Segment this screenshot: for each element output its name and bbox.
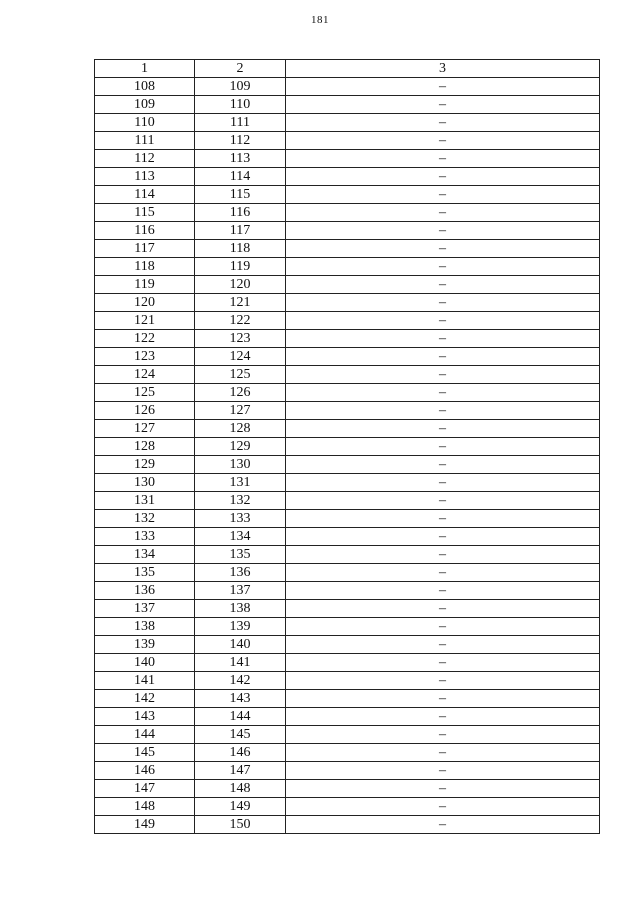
table-row (95, 294, 600, 312)
table-cell-col-2: 140 (195, 636, 286, 654)
table-cell-col-1: 131 (95, 492, 195, 510)
table-cell-col-3: – (286, 654, 600, 672)
table-cell-col-1: 142 (95, 690, 195, 708)
table-cell-col-1: 141 (95, 672, 195, 690)
table-cell-col-1: 137 (95, 600, 195, 618)
table-cell-col-3: – (286, 384, 600, 402)
table-cell-col-3: – (286, 762, 600, 780)
table-cell-col-1: 145 (95, 744, 195, 762)
table-cell-col-1: 135 (95, 564, 195, 582)
table-cell-col-3: – (286, 330, 600, 348)
table-row (95, 132, 600, 150)
table-cell-col-1: 115 (95, 204, 195, 222)
table-cell-col-2: 136 (195, 564, 286, 582)
table-row (95, 96, 600, 114)
table-row (95, 492, 600, 510)
table-row (95, 348, 600, 366)
table-cell-col-2: 143 (195, 690, 286, 708)
table-cell-col-3: – (286, 636, 600, 654)
table-cell-col-1: 144 (95, 726, 195, 744)
table-body (95, 78, 600, 834)
table-cell-col-2: 121 (195, 294, 286, 312)
table-cell-col-3: – (286, 744, 600, 762)
table-row (95, 258, 600, 276)
table-row (95, 654, 600, 672)
table-cell-col-2: 118 (195, 240, 286, 258)
table-row (95, 276, 600, 294)
table-row (95, 384, 600, 402)
table-cell-col-2: 114 (195, 168, 286, 186)
table-cell-col-2: 132 (195, 492, 286, 510)
table-row (95, 312, 600, 330)
column-header-3: 3 (286, 60, 600, 78)
table-cell-col-2: 127 (195, 402, 286, 420)
table-cell-col-1: 149 (95, 816, 195, 834)
table-cell-col-3: – (286, 78, 600, 96)
table-cell-col-3: – (286, 402, 600, 420)
table-row (95, 402, 600, 420)
table-row (95, 420, 600, 438)
table-row (95, 474, 600, 492)
table-row (95, 546, 600, 564)
table-cell-col-3: – (286, 726, 600, 744)
table-cell-col-2: 137 (195, 582, 286, 600)
table-cell-col-3: – (286, 456, 600, 474)
table-cell-col-1: 130 (95, 474, 195, 492)
table-row (95, 762, 600, 780)
table-cell-col-1: 148 (95, 798, 195, 816)
table-cell-col-2: 150 (195, 816, 286, 834)
table-cell-col-3: – (286, 546, 600, 564)
table-cell-col-1: 136 (95, 582, 195, 600)
table-cell-col-2: 149 (195, 798, 286, 816)
table-cell-col-2: 128 (195, 420, 286, 438)
table-row (95, 564, 600, 582)
table-cell-col-2: 146 (195, 744, 286, 762)
table-row (95, 186, 600, 204)
table-cell-col-1: 147 (95, 780, 195, 798)
table-cell-col-3: – (286, 366, 600, 384)
table-cell-col-3: – (286, 222, 600, 240)
table-cell-col-3: – (286, 438, 600, 456)
table-cell-col-2: 120 (195, 276, 286, 294)
table-cell-col-1: 117 (95, 240, 195, 258)
table-cell-col-3: – (286, 276, 600, 294)
column-header-1: 1 (95, 60, 195, 78)
table-header (95, 60, 600, 78)
table-row (95, 222, 600, 240)
table-cell-col-3: – (286, 312, 600, 330)
table-cell-col-3: – (286, 186, 600, 204)
table-cell-col-1: 122 (95, 330, 195, 348)
table-cell-col-2: 110 (195, 96, 286, 114)
table-cell-col-3: – (286, 618, 600, 636)
table-cell-col-3: – (286, 96, 600, 114)
table-cell-col-2: 134 (195, 528, 286, 546)
table-row (95, 330, 600, 348)
table-cell-col-3: – (286, 582, 600, 600)
table-cell-col-1: 146 (95, 762, 195, 780)
table-row (95, 438, 600, 456)
header-row (95, 60, 600, 78)
table-cell-col-1: 133 (95, 528, 195, 546)
table-cell-col-3: – (286, 690, 600, 708)
table-cell-col-1: 108 (95, 78, 195, 96)
data-table (94, 59, 600, 834)
table-row (95, 798, 600, 816)
table-row (95, 510, 600, 528)
table-cell-col-2: 122 (195, 312, 286, 330)
table-row (95, 708, 600, 726)
table-cell-col-3: – (286, 168, 600, 186)
table-cell-col-1: 111 (95, 132, 195, 150)
table-cell-col-3: – (286, 492, 600, 510)
table-cell-col-3: – (286, 240, 600, 258)
table-cell-col-3: – (286, 294, 600, 312)
table-cell-col-2: 115 (195, 186, 286, 204)
table-cell-col-2: 131 (195, 474, 286, 492)
table-row (95, 618, 600, 636)
table-cell-col-1: 110 (95, 114, 195, 132)
table-row (95, 582, 600, 600)
table-cell-col-1: 124 (95, 366, 195, 384)
table-row (95, 780, 600, 798)
table-cell-col-2: 129 (195, 438, 286, 456)
table-cell-col-3: – (286, 528, 600, 546)
table-cell-col-2: 117 (195, 222, 286, 240)
table-cell-col-3: – (286, 708, 600, 726)
table-cell-col-3: – (286, 150, 600, 168)
table-row (95, 600, 600, 618)
table-cell-col-1: 129 (95, 456, 195, 474)
table-cell-col-2: 138 (195, 600, 286, 618)
column-header-2: 2 (195, 60, 286, 78)
table-cell-col-3: – (286, 132, 600, 150)
table-cell-col-2: 145 (195, 726, 286, 744)
table-row (95, 636, 600, 654)
table-cell-col-3: – (286, 114, 600, 132)
table-row (95, 204, 600, 222)
table-row (95, 240, 600, 258)
table-cell-col-2: 113 (195, 150, 286, 168)
table-cell-col-3: – (286, 474, 600, 492)
table-cell-col-1: 127 (95, 420, 195, 438)
table-cell-col-1: 128 (95, 438, 195, 456)
table-cell-col-1: 126 (95, 402, 195, 420)
table-cell-col-3: – (286, 798, 600, 816)
table-row (95, 78, 600, 96)
table-cell-col-2: 112 (195, 132, 286, 150)
table-cell-col-1: 113 (95, 168, 195, 186)
table-cell-col-3: – (286, 672, 600, 690)
table-cell-col-1: 123 (95, 348, 195, 366)
table-row (95, 726, 600, 744)
table-cell-col-2: 133 (195, 510, 286, 528)
table-cell-col-2: 141 (195, 654, 286, 672)
table-cell-col-2: 142 (195, 672, 286, 690)
table-cell-col-1: 121 (95, 312, 195, 330)
table-cell-col-2: 126 (195, 384, 286, 402)
table-row (95, 114, 600, 132)
table-cell-col-2: 139 (195, 618, 286, 636)
table-cell-col-1: 125 (95, 384, 195, 402)
table-cell-col-1: 118 (95, 258, 195, 276)
table-cell-col-3: – (286, 816, 600, 834)
table-cell-col-1: 139 (95, 636, 195, 654)
table-cell-col-3: – (286, 510, 600, 528)
table-cell-col-2: 124 (195, 348, 286, 366)
table-cell-col-2: 123 (195, 330, 286, 348)
table-cell-col-1: 114 (95, 186, 195, 204)
table-cell-col-1: 119 (95, 276, 195, 294)
table-cell-col-3: – (286, 780, 600, 798)
table-cell-col-2: 116 (195, 204, 286, 222)
table-cell-col-1: 143 (95, 708, 195, 726)
table-cell-col-3: – (286, 564, 600, 582)
table-row (95, 366, 600, 384)
table-row (95, 456, 600, 474)
table-cell-col-2: 144 (195, 708, 286, 726)
table-cell-col-1: 109 (95, 96, 195, 114)
table-cell-col-1: 134 (95, 546, 195, 564)
table-cell-col-3: – (286, 420, 600, 438)
table-cell-col-2: 135 (195, 546, 286, 564)
table-row (95, 150, 600, 168)
table-row (95, 690, 600, 708)
table-cell-col-2: 109 (195, 78, 286, 96)
table-row (95, 744, 600, 762)
table-cell-col-1: 140 (95, 654, 195, 672)
table-row (95, 672, 600, 690)
table-cell-col-3: – (286, 204, 600, 222)
table-cell-col-1: 132 (95, 510, 195, 528)
table-cell-col-2: 125 (195, 366, 286, 384)
table-cell-col-2: 119 (195, 258, 286, 276)
table-cell-col-1: 138 (95, 618, 195, 636)
table-row (95, 528, 600, 546)
table-cell-col-3: – (286, 258, 600, 276)
table-row (95, 816, 600, 834)
table-cell-col-1: 112 (95, 150, 195, 168)
table-cell-col-1: 116 (95, 222, 195, 240)
table-cell-col-2: 130 (195, 456, 286, 474)
table-cell-col-1: 120 (95, 294, 195, 312)
table-row (95, 168, 600, 186)
table-cell-col-3: – (286, 348, 600, 366)
table-cell-col-2: 147 (195, 762, 286, 780)
table-cell-col-2: 148 (195, 780, 286, 798)
page-number: 181 (311, 14, 329, 26)
table-cell-col-3: – (286, 600, 600, 618)
table-cell-col-2: 111 (195, 114, 286, 132)
